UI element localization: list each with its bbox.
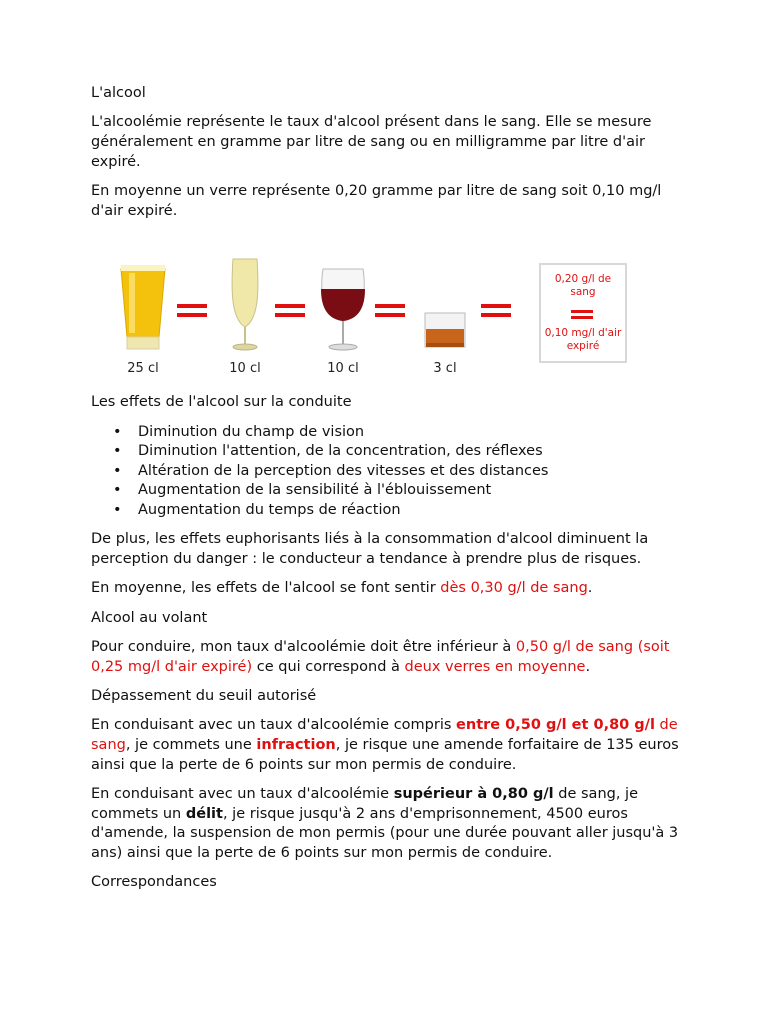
intro-paragraph-2: En moyenne un verre représente 0,20 gramme par litre de sang soit 0,10 mg/l d'air expiré. [91, 182, 662, 219]
infraction-paragraph: En conduisant avec un taux d'alcoolémie compris entre 0,50 g/l et 0,80 g/l de sang, je commets une infraction, je risque une amende forfaitaire de 135 euros ainsi que la perte de 6 points sur mon permis de conduire. [91, 717, 679, 773]
equals-icon [571, 310, 593, 313]
glass-label-beer: 25 cl [127, 361, 159, 377]
list-item: • Diminution du champ de vision [138, 423, 691, 443]
beer-glass-icon [121, 265, 165, 349]
infraction-range: entre 0,50 g/l et 0,80 g/l [456, 717, 655, 734]
volant-heading: Alcool au volant [91, 609, 208, 626]
equals-icon [177, 304, 207, 317]
document-body [91, 84, 691, 903]
infraction-word: infraction [256, 737, 336, 754]
effects-list [91, 423, 691, 521]
wine-glass-icon [321, 269, 365, 350]
equivalence-breath: 0,10 mg/l d'air expiré [544, 327, 622, 353]
equals-icon [275, 304, 305, 317]
glass-label-wine: 10 cl [327, 361, 359, 377]
list-item: • Altération de la perception des vitesses et des distances [138, 462, 691, 482]
list-item: • Augmentation de la sensibilité à l'éblouissement [138, 481, 691, 501]
delit-word: délit [185, 805, 223, 822]
bullet-icon: • [113, 482, 122, 499]
equals-icon [375, 304, 405, 317]
euphoria-paragraph: De plus, les effets euphorisants liés à la consommation d'alcool diminuent la perception du danger : le conducteur a tendance à prendre plus de risques. [91, 531, 649, 567]
effects-heading: Les effets de l'alcool sur la conduite [91, 394, 352, 411]
threshold-highlight: dès 0,30 g/l de sang [440, 580, 588, 597]
equivalence-box [539, 263, 627, 363]
glass-label-champagne: 10 cl [229, 361, 261, 377]
spirit-glass-icon [425, 313, 465, 347]
bullet-icon: • [113, 462, 122, 479]
bullet-icon: • [113, 423, 122, 440]
average-paragraph: En moyenne, les effets de l'alcool se font sentir dès 0,30 g/l de sang. [91, 580, 593, 597]
two-drinks-highlight: deux verres en moyenne [404, 658, 586, 675]
champagne-glass-icon [232, 259, 258, 350]
delit-paragraph: En conduisant avec un taux d'alcoolémie supérieur à 0,80 g/l de sang, je commets un délit, je risque jusqu'à 2 ans d'emprisonnement, 4500 euros d'amende, la suspension de mon permis (pour une durée pouvant aller jusqu'à 3 ans) ainsi que la perte de 6 points sur mon permis de conduire. [91, 786, 679, 861]
correspondances-heading: Correspondances [91, 874, 217, 891]
equivalence-blood: 0,20 g/l de sang [554, 273, 612, 299]
depassement-heading: Dépassement du seuil autorisé [91, 688, 317, 705]
document-title: L'alcool [91, 85, 146, 101]
volant-paragraph: Pour conduire, mon taux d'alcoolémie doit être inférieur à 0,50 g/l de sang (soit 0,25 mg/l d'air expiré) ce qui correspond à deux verres en moyenne. [91, 639, 670, 675]
standard-drink-figure [113, 249, 633, 379]
intro-paragraph-1: L'alcoolémie représente le taux d'alcool présent dans le sang. Elle se mesure généralement en gramme par litre de sang ou en milligramme par litre d'air expiré. [91, 114, 652, 170]
list-item: • Augmentation du temps de réaction [138, 501, 691, 521]
bullet-icon: • [113, 501, 122, 518]
equals-icon [481, 304, 511, 317]
list-item: • Diminution l'attention, de la concentration, des réflexes [138, 442, 691, 462]
legal-limit-highlight: 0,50 g/l de sang (soit 0,25 mg/l d'air expiré) [91, 639, 670, 675]
delit-threshold: supérieur à 0,80 g/l [393, 786, 554, 803]
glass-label-spirit: 3 cl [433, 361, 457, 377]
bullet-icon: • [113, 443, 122, 460]
